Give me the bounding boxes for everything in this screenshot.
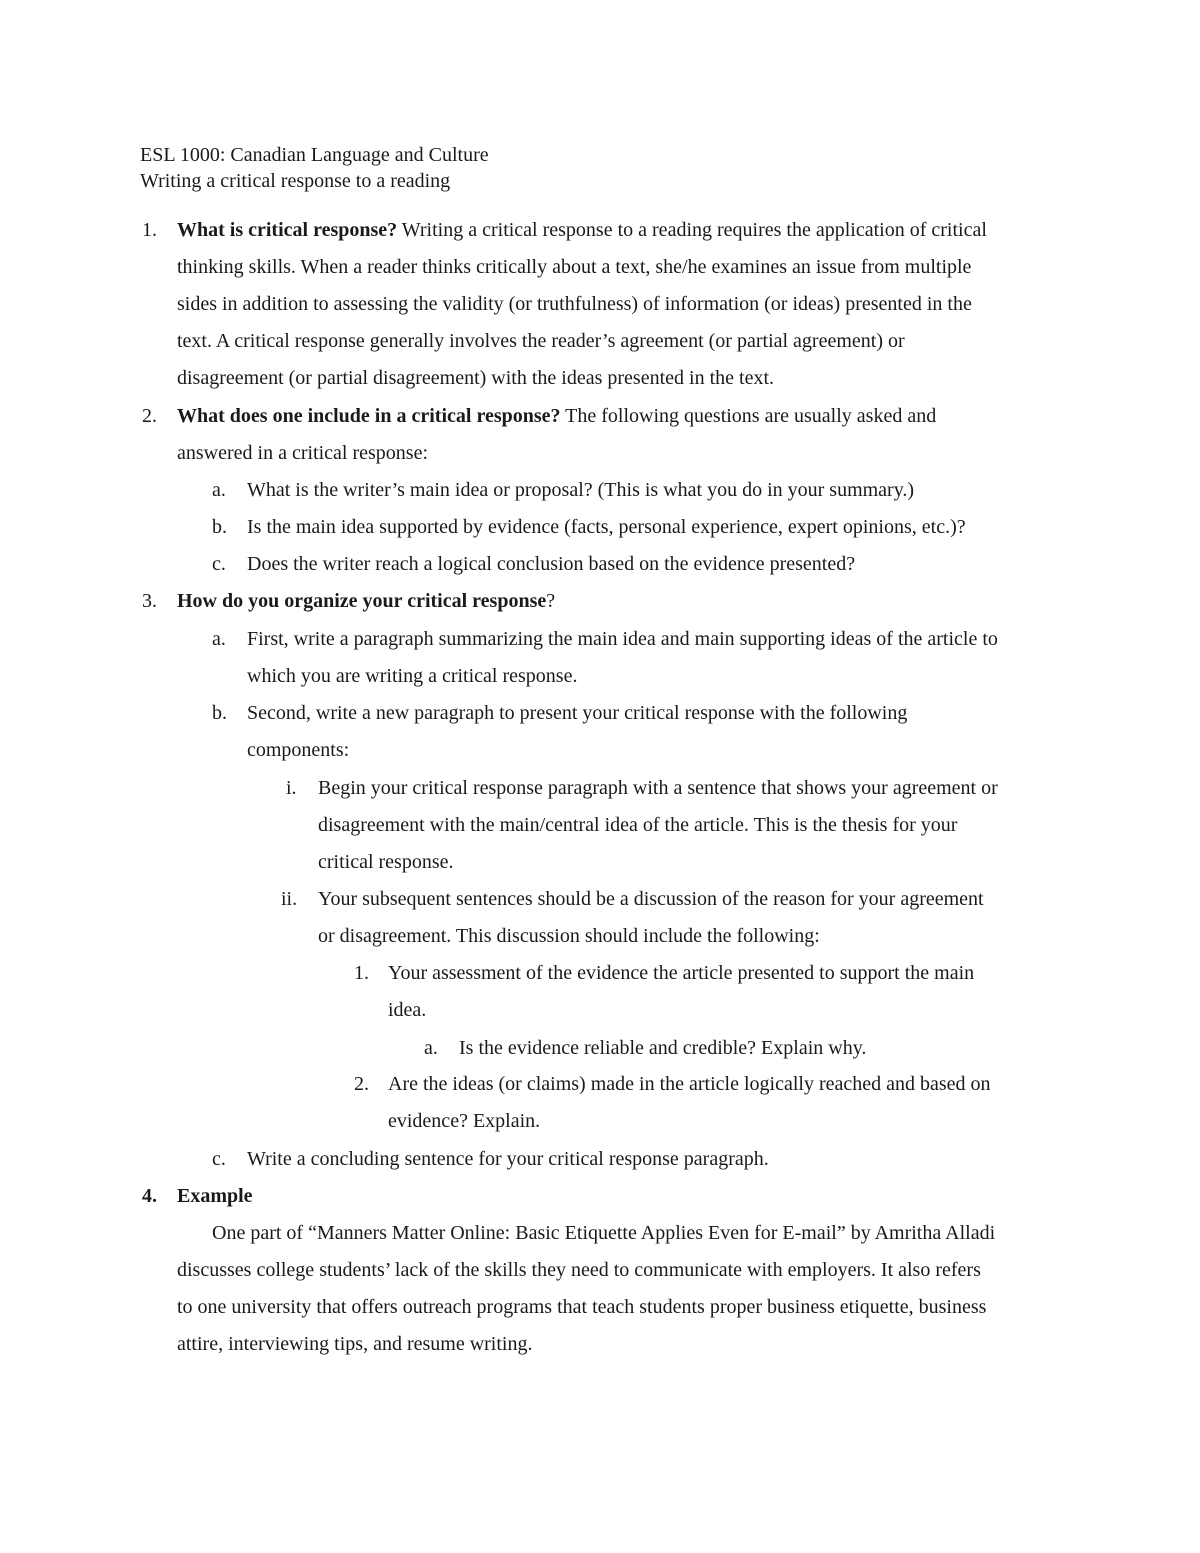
section-3-marker: 3. bbox=[142, 590, 157, 612]
section-3-item-b-ii-1-line: idea. bbox=[388, 999, 427, 1021]
example-paragraph-line: discusses college students’ lack of the skills they need to communicate with employers. It also refers bbox=[177, 1259, 981, 1281]
section-3-item-b-ii-2-marker: 2. bbox=[354, 1073, 369, 1095]
section-3-item-b-ii-1-a-text: Is the evidence reliable and credible? Explain why. bbox=[459, 1037, 867, 1059]
section-1-first-line bbox=[177, 218, 987, 242]
section-3-item-b-line: Second, write a new paragraph to present your critical response with the following bbox=[247, 702, 908, 724]
example-paragraph-line: attire, interviewing tips, and resume writing. bbox=[177, 1333, 533, 1355]
section-3-item-c-text: Write a concluding sentence for your critical response paragraph. bbox=[247, 1148, 769, 1170]
example-paragraph-line: One part of “Manners Matter Online: Basic Etiquette Applies Even for E-mail” by Amritha Alladi bbox=[212, 1222, 996, 1244]
section-3-item-a-line: which you are writing a critical response. bbox=[247, 665, 578, 687]
section-3-item-b-ii-line: Your subsequent sentences should be a discussion of the reason for your agreement bbox=[318, 888, 984, 910]
section-2-text: The following questions are usually asked and bbox=[560, 405, 937, 427]
section-2-line: answered in a critical response: bbox=[177, 442, 429, 464]
section-3-item-b-ii-1-marker: 1. bbox=[354, 962, 369, 984]
section-3-first-line bbox=[177, 589, 555, 613]
section-2-marker: 2. bbox=[142, 405, 157, 427]
section-2-item-b: Is the main idea supported by evidence (facts, personal experience, expert opinions, etc.)? bbox=[247, 516, 966, 538]
course-title: ESL 1000: Canadian Language and Culture bbox=[140, 144, 489, 166]
section-3-item-c-marker: c. bbox=[212, 1148, 226, 1170]
section-1-line: sides in addition to assessing the validity (or truthfulness) of information (or ideas) presented in the bbox=[177, 293, 972, 315]
section-3-item-a-marker: a. bbox=[212, 628, 226, 650]
section-2-item-b-marker: b. bbox=[212, 516, 227, 538]
section-3-item-b-ii-1-a-marker: a. bbox=[424, 1037, 438, 1059]
section-3-item-b-ii-1-line: Your assessment of the evidence the article presented to support the main bbox=[388, 962, 975, 984]
section-2-first-line bbox=[177, 404, 936, 428]
section-1-text: Writing a critical response to a reading requires the application of critical bbox=[397, 219, 987, 241]
section-1-line: disagreement (or partial disagreement) with the ideas presented in the text. bbox=[177, 367, 775, 389]
section-2-item-c: Does the writer reach a logical conclusion based on the evidence presented? bbox=[247, 553, 856, 575]
example-paragraph-line: to one university that offers outreach programs that teach students proper business etiquette, business bbox=[177, 1296, 987, 1318]
section-3-item-b-ii-2-line: evidence? Explain. bbox=[388, 1110, 541, 1132]
section-3-item-b-i-marker: i. bbox=[286, 777, 297, 799]
section-3-item-b-line: components: bbox=[247, 739, 350, 761]
section-3-item-a-line: First, write a paragraph summarizing the main idea and main supporting ideas of the article to bbox=[247, 628, 998, 650]
section-3-item-b-i-line: critical response. bbox=[318, 851, 454, 873]
section-3-item-b-i-line: disagreement with the main/central idea of the article. This is the thesis for your bbox=[318, 814, 958, 836]
section-1-marker: 1. bbox=[142, 219, 157, 241]
section-3-item-b-ii-marker: ii. bbox=[281, 888, 298, 910]
section-2-item-a-marker: a. bbox=[212, 479, 226, 501]
document-subtitle: Writing a critical response to a reading bbox=[140, 170, 451, 192]
section-3-item-b-ii-2-line: Are the ideas (or claims) made in the article logically reached and based on bbox=[388, 1073, 991, 1095]
section-3-item-b-ii-line: or disagreement. This discussion should include the following: bbox=[318, 925, 820, 947]
section-2-item-a: What is the writer’s main idea or proposal? (This is what you do in your summary.) bbox=[247, 479, 915, 501]
section-1-line: thinking skills. When a reader thinks critically about a text, she/he examines an issue from multiple bbox=[177, 256, 972, 278]
section-4-heading: Example bbox=[177, 1185, 253, 1207]
section-2-heading: What does one include in a critical response? bbox=[177, 405, 561, 427]
section-3-heading-tail: ? bbox=[546, 590, 556, 612]
section-1-heading: What is critical response? bbox=[177, 219, 398, 241]
section-3-item-b-i-line: Begin your critical response paragraph with a sentence that shows your agreement or bbox=[318, 777, 998, 799]
section-2-item-c-marker: c. bbox=[212, 553, 226, 575]
section-3-item-b-marker: b. bbox=[212, 702, 227, 724]
section-3-heading: How do you organize your critical response bbox=[177, 590, 547, 612]
section-1-line: text. A critical response generally involves the reader’s agreement (or partial agreement) or bbox=[177, 330, 905, 352]
section-4-marker: 4. bbox=[142, 1185, 157, 1207]
